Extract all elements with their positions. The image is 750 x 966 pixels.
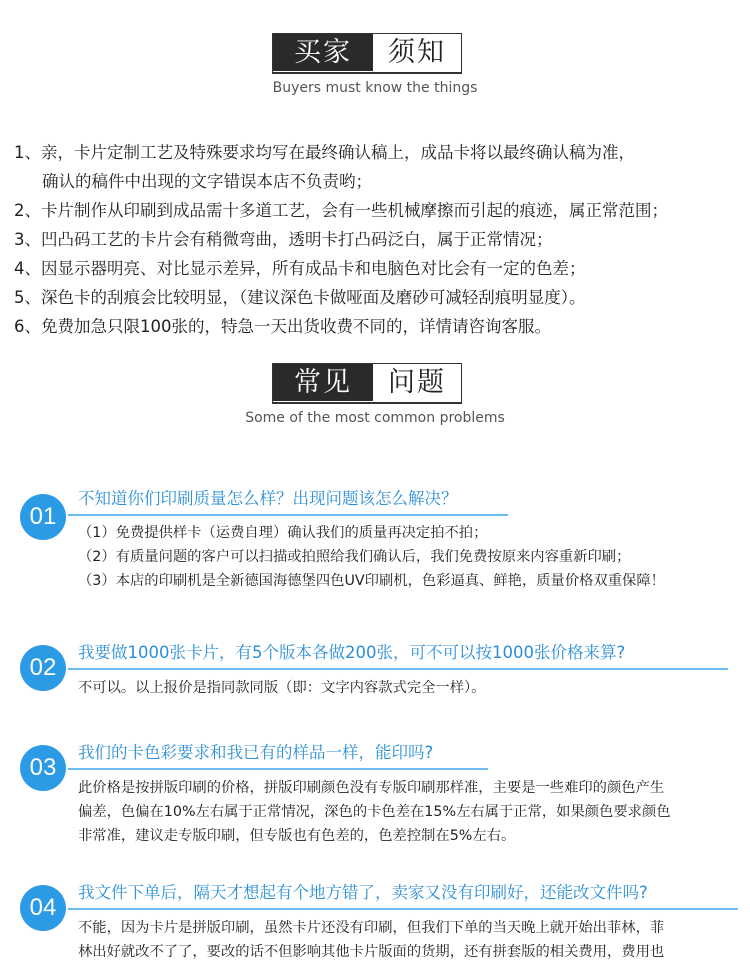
faq-answer-line-3: 非常准，建议走专版印刷，但专版也有色差的，色差控制在5%左右。 <box>78 828 516 844</box>
notice-item-1-cont: 确认的稿件中出现的文字错误本店不负责哟； <box>42 172 372 191</box>
faq-item-01 <box>20 486 750 596</box>
notice-item-6: 6、免费加急只限100张的，特急一天出货收费不同的，详情请咨询客服。 <box>14 317 551 336</box>
faq-number-badge: 01 <box>20 494 66 540</box>
faq-item-04 <box>20 880 750 960</box>
question-underline <box>68 514 508 516</box>
notice-item-4: 4、因显示器明亮、对比显示差异，所有成品卡和电脑色对比会有一定的色差； <box>14 259 586 278</box>
notice-title-box <box>272 33 462 73</box>
notice-item-3: 3、凹凸码工艺的卡片会有稍微弯曲，透明卡打凸码泛白，属于正常情况； <box>14 230 553 249</box>
faq-question: 我要做1000张卡片，有5个版本各做200张，可不可以按1000张价格来算? <box>78 643 626 662</box>
faq-number-badge: 02 <box>20 645 66 691</box>
question-underline <box>68 768 488 770</box>
notice-item-5: 5、深色卡的刮痕会比较明显，（建议深色卡做哑面及磨砂可减轻刮痕明显度）。 <box>14 288 586 307</box>
faq-number-badge: 03 <box>20 745 66 791</box>
faq-answer-line-1: （1）免费提供样卡（运费自理）确认我们的质量再决定拍不拍； <box>78 525 488 541</box>
notice-list <box>14 138 744 341</box>
faq-title-box <box>272 363 462 403</box>
faq-subtitle: Some of the most common problems <box>245 410 505 426</box>
faq-answer-line-1: 不可以。以上报价是指同款同版（即：文字内容款式完全一样）。 <box>78 680 486 696</box>
faq-item-02 <box>20 640 750 700</box>
faq-answer-line-1: 此价格是按拼版印刷的价格，拼版印刷颜色没有专版印刷那样准，主要是一些难印的颜色产生 <box>78 780 665 796</box>
faq-answer-line-2: 偏差，色偏在10%左右属于正常情况，深色的卡色差在15%左右属于正常，如果颜色要求颜色 <box>78 804 671 820</box>
faq-question: 不知道你们印刷质量怎么样？出现问题该怎么解决？ <box>78 489 458 508</box>
faq-item-03 <box>20 740 750 850</box>
notice-title-dark: 买家 <box>273 34 373 71</box>
notice-item-2: 2、卡片制作从印刷到成品需十多道工艺，会有一些机械摩擦而引起的痕迹，属正常范围； <box>14 201 668 220</box>
question-underline <box>68 908 738 910</box>
faq-answer-line-2: 林出好就改不了了，要改的话不但影响其他卡片版面的货期，还有拼套版的相关费用，费用也 <box>78 944 665 960</box>
faq-question: 我们的卡色彩要求和我已有的样品一样，能印吗? <box>78 743 434 762</box>
faq-answer-line-3: （3）本店的印刷机是全新德国海德堡四色UV印刷机，色彩逼真、鲜艳，质量价格双重保障！ <box>78 573 665 589</box>
faq-number-badge: 04 <box>20 885 66 931</box>
faq-title-light: 问题 <box>388 367 446 398</box>
notice-title-light: 须知 <box>388 37 446 68</box>
faq-title-dark: 常见 <box>273 364 373 401</box>
faq-answer-line-2: （2）有质量问题的客户可以扫描或拍照给我们确认后，我们免费按原来内容重新印刷； <box>78 549 631 565</box>
question-underline <box>68 668 728 670</box>
faq-question: 我文件下单后，隔天才想起有个地方错了，卖家又没有印刷好，还能改文件吗? <box>78 883 648 902</box>
faq-answer-line-1: 不能，因为卡片是拼版印刷，虽然卡片还没有印刷，但我们下单的当天晚上就开始出菲林，菲 <box>78 920 665 936</box>
notice-subtitle: Buyers must know the things <box>272 80 478 96</box>
notice-item-1: 1、亲，卡片定制工艺及特殊要求均写在最终确认稿上，成品卡将以最终确认稿为准， <box>14 143 635 162</box>
